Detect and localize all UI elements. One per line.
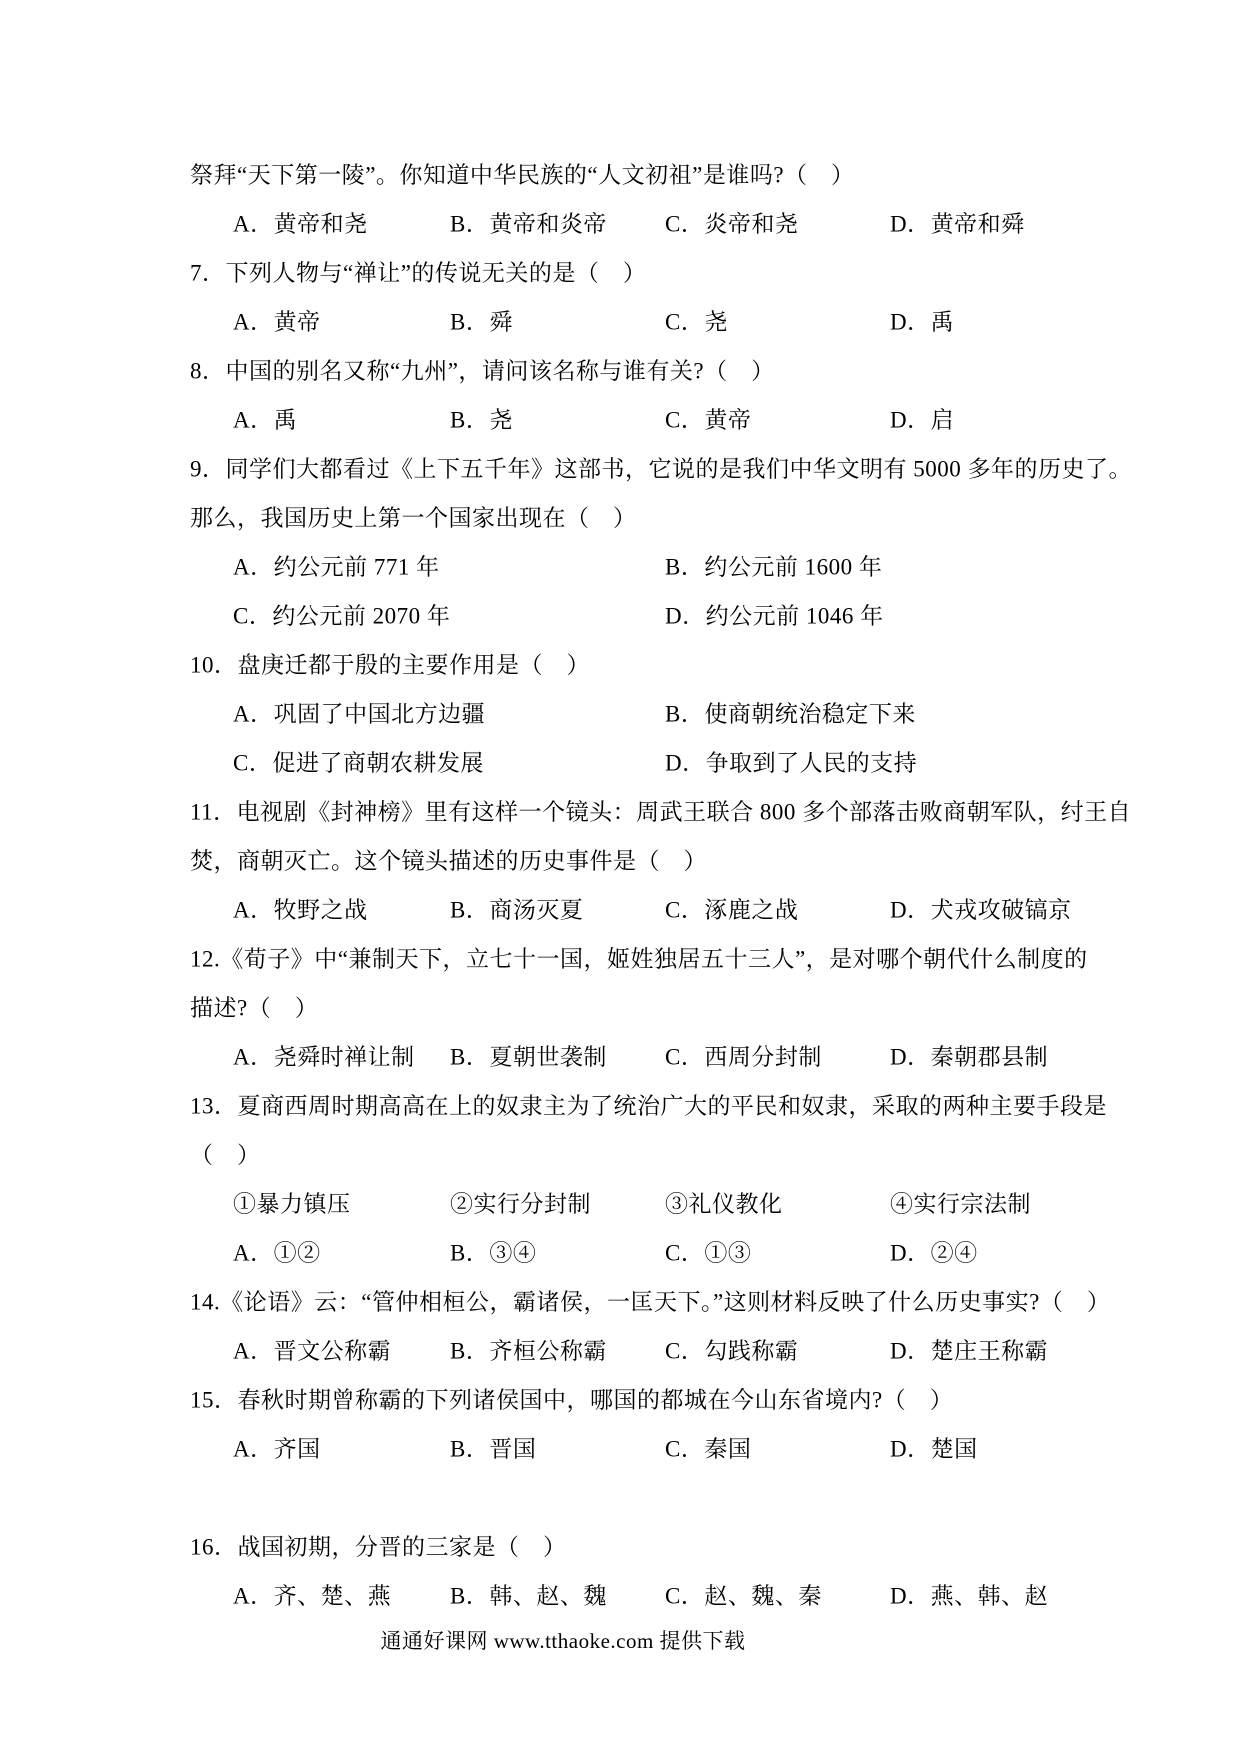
option-item: B．黄帝和炎帝	[450, 211, 607, 236]
option-item: B．韩、赵、魏	[450, 1583, 607, 1608]
option-item: A．尧舜时禅让制	[233, 1044, 415, 1069]
exam-line	[0, 393, 1240, 442]
option-item: A．①②	[233, 1240, 321, 1265]
exam-line	[0, 736, 1240, 785]
exam-line	[0, 1422, 1240, 1471]
exam-line	[0, 442, 1240, 491]
exam-line	[0, 491, 1240, 540]
option-item: ③礼仪教化	[665, 1191, 783, 1216]
option-item: A．晋文公称霸	[233, 1338, 392, 1363]
option-item: D．②④	[890, 1240, 978, 1265]
option-item: C．西周分封制	[665, 1044, 822, 1069]
option-item: D．黄帝和舜	[890, 211, 1025, 236]
option-item: C．尧	[665, 309, 728, 334]
exam-line	[0, 932, 1240, 981]
question-text: 13．夏商西周时期高高在上的奴隶主为了统治广大的平民和奴隶，采取的两种主要手段是	[190, 1093, 1107, 1118]
option-item: D．约公元前 1046 年	[665, 603, 884, 628]
exam-line	[0, 589, 1240, 638]
blank-line	[0, 1471, 1240, 1520]
option-item: A．齐、楚、燕	[233, 1583, 392, 1608]
option-item: D．启	[890, 407, 955, 432]
option-item: B．约公元前 1600 年	[665, 554, 883, 579]
exam-line	[0, 1324, 1240, 1373]
question-text: 8．中国的别名又称“九州”，请问该名称与谁有关?（ ）	[190, 358, 775, 383]
option-item: A．牧野之战	[233, 897, 368, 922]
exam-line	[0, 981, 1240, 1030]
question-text: 描述?（ ）	[190, 995, 319, 1020]
option-item: ②实行分封制	[450, 1191, 591, 1216]
exam-line	[0, 246, 1240, 295]
exam-line	[0, 1275, 1240, 1324]
option-item: A．齐国	[233, 1436, 321, 1461]
question-text: 11．电视剧《封神榜》里有这样一个镜头：周武王联合 800 多个部落击败商朝军队，纣王自	[190, 799, 1132, 824]
exam-line	[0, 148, 1240, 197]
option-item: A．黄帝和尧	[233, 211, 368, 236]
option-item: A．黄帝	[233, 309, 321, 334]
option-item: C．秦国	[665, 1436, 752, 1461]
option-item: C．黄帝	[665, 407, 752, 432]
option-item: D．秦朝郡县制	[890, 1044, 1049, 1069]
option-item: D．燕、韩、赵	[890, 1583, 1049, 1608]
exam-line	[0, 540, 1240, 589]
exam-line	[0, 1226, 1240, 1275]
exam-line	[0, 883, 1240, 932]
option-item: ④实行宗法制	[890, 1191, 1031, 1216]
exam-line	[0, 638, 1240, 687]
exam-line	[0, 197, 1240, 246]
option-item: B．使商朝统治稳定下来	[665, 701, 916, 726]
option-item: C．约公元前 2070 年	[233, 603, 451, 628]
question-text: 10．盘庚迁都于殷的主要作用是（ ）	[190, 652, 590, 677]
option-item: D．楚国	[890, 1436, 978, 1461]
exam-line	[0, 344, 1240, 393]
option-item: C．①③	[665, 1240, 752, 1265]
option-item: D．犬戎攻破镐京	[890, 897, 1072, 922]
question-text: 7．下列人物与“禅让”的传说无关的是（ ）	[190, 260, 647, 285]
option-item: B．尧	[450, 407, 513, 432]
option-item: B．商汤灭夏	[450, 897, 584, 922]
option-item: C．勾践称霸	[665, 1338, 799, 1363]
question-text: 祭拜“天下第一陵”。你知道中华民族的“人文初祖”是谁吗?（ ）	[190, 162, 855, 187]
option-item: ①暴力镇压	[233, 1191, 351, 1216]
question-text: 那么，我国历史上第一个国家出现在（ ）	[190, 505, 637, 530]
option-item: A．约公元前 771 年	[233, 554, 440, 579]
option-item: D．争取到了人民的支持	[665, 750, 918, 775]
exam-line	[0, 834, 1240, 883]
option-item: C．赵、魏、秦	[665, 1583, 822, 1608]
footer-watermark: 通通好课网 www.tthaoke.com 提供下载	[380, 1629, 746, 1653]
option-item: A．巩固了中国北方边疆	[233, 701, 486, 726]
option-item: C．促进了商朝农耕发展	[233, 750, 484, 775]
exam-line	[0, 1177, 1240, 1226]
question-text: （ ）	[190, 1142, 261, 1167]
exam-content	[0, 148, 1240, 1618]
exam-line	[0, 1030, 1240, 1079]
exam-line	[0, 295, 1240, 344]
option-item: B．舜	[450, 309, 513, 334]
exam-line	[0, 1373, 1240, 1422]
exam-line	[0, 1520, 1240, 1569]
option-item: D．禹	[890, 309, 955, 334]
option-item: D．楚庄王称霸	[890, 1338, 1049, 1363]
option-item: A．禹	[233, 407, 298, 432]
question-text: 9．同学们大都看过《上下五千年》这部书，它说的是我们中华文明有 5000 多年的历史了。	[190, 456, 1132, 481]
option-item: C．涿鹿之战	[665, 897, 799, 922]
exam-line	[0, 785, 1240, 834]
exam-line	[0, 1079, 1240, 1128]
question-text: 焚，商朝灭亡。这个镜头描述的历史事件是（ ）	[190, 848, 707, 873]
option-item: B．夏朝世袭制	[450, 1044, 607, 1069]
exam-line	[0, 687, 1240, 736]
question-text: 15．春秋时期曾称霸的下列诸侯国中，哪国的都城在今山东省境内?（ ）	[190, 1387, 954, 1412]
exam-line	[0, 1128, 1240, 1177]
option-item: B．齐桓公称霸	[450, 1338, 607, 1363]
question-text: 12.《荀子》中“兼制天下，立七十一国，姬姓独居五十三人”，是对哪个朝代什么制度的	[190, 946, 1088, 971]
option-item: C．炎帝和尧	[665, 211, 799, 236]
option-item: B．③④	[450, 1240, 537, 1265]
exam-line	[0, 1569, 1240, 1618]
question-text: 16．战国初期，分晋的三家是（ ）	[190, 1534, 567, 1559]
question-text: 14.《论语》云：“管仲相桓公，霸诸侯，一匡天下。”这则材料反映了什么历史事实?（ ）	[190, 1289, 1111, 1314]
option-item: B．晋国	[450, 1436, 537, 1461]
